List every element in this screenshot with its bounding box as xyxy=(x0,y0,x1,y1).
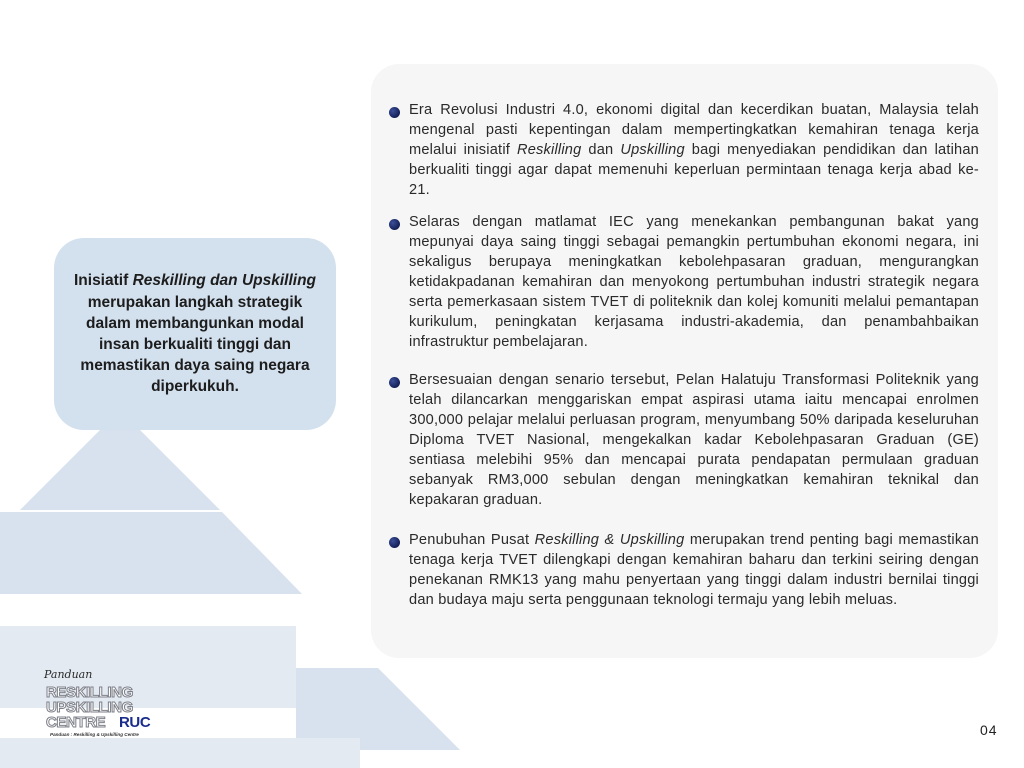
pyramid-tier-base xyxy=(0,738,360,768)
bullet-text: Bersesuaian dengan senario tersebut, Pelan Halatuju Transformasi Politeknik yang telah dilancarkan menggariskan empat aspirasi utama iaitu mencapai enrolmen 300,000 pelajar melalui perluasan program, menyumbang 50% daripada keseluruhan Diploma TVET Nasional, mengekalkan kadar Kebolehpasaran Graduan (GE) sentiasa melebihi 95% dan mencapai purata pendapatan permulaan graduan sebanyak RM3,000 sebulan dengan meningkatkan kemahiran teknikal dan kepakaran graduan. xyxy=(409,372,979,508)
bullet-text: Penubuhan Pusat Reskilling & Upskilling merupakan trend penting bagi memastikan tenaga kerja TVET dilengkapi dengan kemahiran baharu dan terkini seiring dengan penekanan RMK13 yang mahu penyertaan yang tinggi dalam industri bernilai tinggi dan budaya maju serta penggunaan teknologi termaju yang lebih meluas. xyxy=(409,532,979,608)
logo-accent: RUC xyxy=(119,714,151,731)
logo-line-3: CENTRE xyxy=(46,714,106,731)
bullet-dot-icon xyxy=(389,377,400,388)
logo-line-1: RESKILLING xyxy=(46,684,133,701)
bullet-dot-icon xyxy=(389,537,400,548)
bullet-item-4 xyxy=(389,530,979,610)
bullet-text: Era Revolusi Industri 4.0, ekonomi digital dan kecerdikan buatan, Malaysia telah mengenal pasti kepentingan dalam mempertingkatkan kemahiran tenaga kerja melalui inisiatif Reskilling dan Upskilling bagi menyediakan pendidikan dan latihan berkualiti tinggi agar dapat memenuhi keperluan permintaan tenaga kerja abad ke-21. xyxy=(409,102,979,198)
summary-box xyxy=(54,238,336,430)
logo-line-2: UPSKILLING xyxy=(46,699,133,716)
bullet-item-1 xyxy=(389,100,979,200)
bullet-item-3 xyxy=(389,370,979,510)
bullet-dot-icon xyxy=(389,107,400,118)
summary-text: Inisiatif Reskilling dan Upskilling merupakan langkah strategik dalam membangunkan modal insan berkualiti tinggi dan memastikan daya saing negara diperkukuh. xyxy=(73,272,317,396)
bullet-text: Selaras dengan matlamat IEC yang menekankan pembangunan bakat yang mepunyai daya saing tinggi sebagai pemangkin pertumbuhan ekonomi negara, ini sekaligus berupaya meningkatkan kebolehpasaran graduan, mengurangkan ketidakpadanan kemahiran dan menyokong pertumbuhan industri strategik negara serta pemerkasaan sistem TVET di politeknik dan kolej komuniti melalui pemantapan kurikulum, peningkatan kerjasama industri-akademia, dan penambahbaikan infrastruktur pembelajaran. xyxy=(409,214,979,350)
page-number: 04 xyxy=(980,722,998,738)
bullet-item-2 xyxy=(389,212,979,352)
logo-script: Panduan xyxy=(44,668,93,681)
bullet-dot-icon xyxy=(389,219,400,230)
ruc-logo xyxy=(44,668,164,742)
logo-caption: Panduan : Reskilling & Upskilling Centre xyxy=(50,732,139,737)
pyramid-tier-second xyxy=(0,512,302,594)
pyramid-tier-third-edge xyxy=(296,668,460,750)
